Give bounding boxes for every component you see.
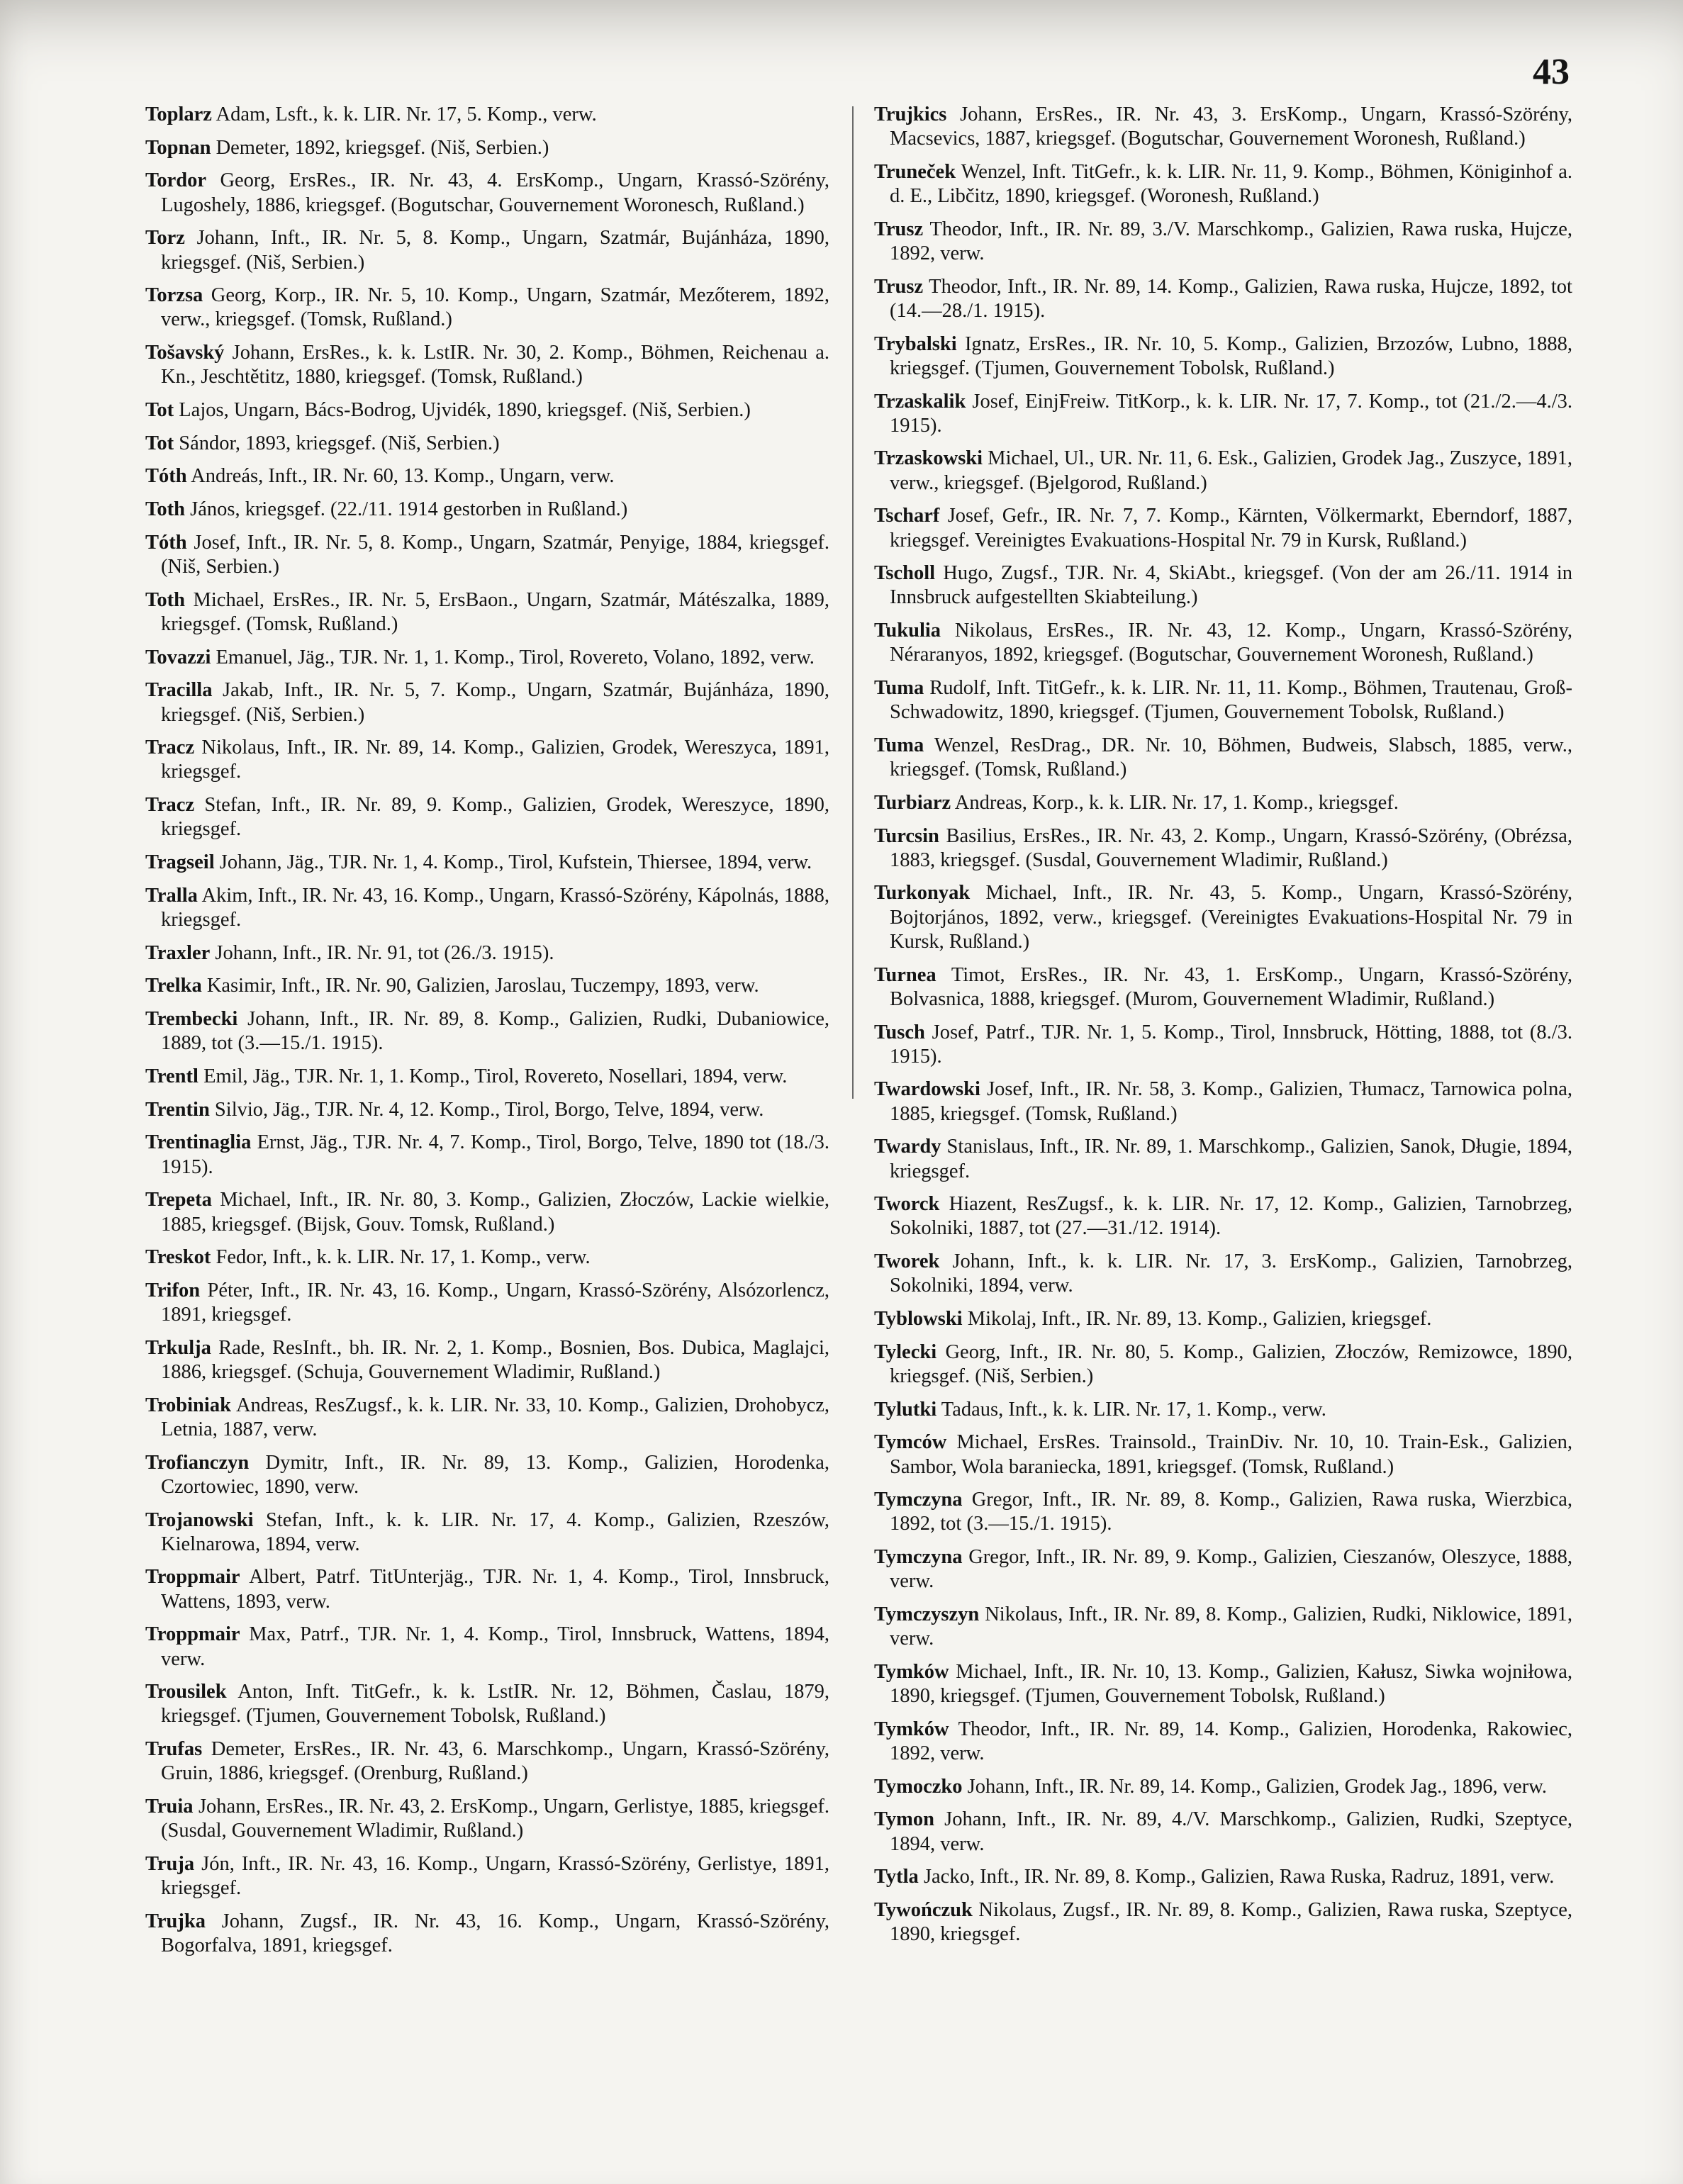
- roster-entry: [145, 464, 829, 488]
- roster-entry: [874, 881, 1572, 954]
- roster-entry: [874, 1135, 1572, 1183]
- roster-entry: [145, 974, 829, 998]
- entry-details: Ignatz, ErsRes., IR. Nr. 10, 5. Komp., Galizien, Brzozów, Lubno, 1888, kriegsgef. (Tjumen, Gouvernement Tobolsk, Rußland.): [890, 332, 1573, 379]
- entry-surname: Troppmair: [145, 1566, 240, 1589]
- entry-details: Sándor, 1893, kriegsgef. (Niš, Serbien.): [179, 432, 500, 454]
- roster-entry: [874, 619, 1572, 667]
- entry-details: Johann, Inft., IR. Nr. 89, 8. Komp., Galizien, Rudki, Dubaniowice, 1889, tot (3.—15./1. 1915).: [161, 1008, 829, 1055]
- roster-entry: [145, 398, 829, 422]
- roster-entry: [145, 226, 829, 274]
- entry-details: Akim, Inft., IR. Nr. 43, 16. Komp., Ungarn, Krassó-Szörény, Kápolnás, 1888, kriegsgef.: [161, 884, 829, 931]
- entry-details: Johann, Zugsf., IR. Nr. 43, 16. Komp., Ungarn, Krassó-Szörény, Bogorfalva, 1891, kriegsgef.: [161, 1910, 829, 1957]
- entry-details: Josef, Gefr., IR. Nr. 7, 7. Komp., Kärnten, Völkermarkt, Eberndorf, 1887, kriegsgef. Vereinigtes Evakuations-Hospital Nr. 79 in Kursk, Rußland.): [890, 505, 1572, 551]
- roster-entry: [145, 1565, 829, 1613]
- entry-surname: Tylecki: [874, 1340, 937, 1363]
- entry-details: Albert, Patrf. TitUnterjäg., TJR. Nr. 1, 4. Komp., Tirol, Innsbruck, Wattens, 1893, verw.: [161, 1566, 829, 1613]
- entry-details: Max, Patrf., TJR. Nr. 1, 4. Komp., Tirol, Innsbruck, Wattens, 1894, verw.: [161, 1623, 830, 1670]
- entry-details: Nikolaus, Zugsf., IR. Nr. 89, 8. Komp., Galizien, Rawa ruska, Szeptyce, 1890, kriegsgef.: [890, 1899, 1572, 1946]
- entry-surname: Tot: [145, 432, 174, 454]
- entry-details: Basilius, ErsRes., IR. Nr. 43, 2. Komp., Ungarn, Krassó-Szörény, (Obrézsa, 1883, kriegsgef. (Susdal, Gouvernement Wladimir, Rußland.): [890, 824, 1572, 871]
- entry-details: Georg, Inft., IR. Nr. 80, 5. Komp., Galizien, Złoczów, Remizowce, 1890, kriegsgef. (Niš, Serbien.): [890, 1340, 1573, 1387]
- roster-entry: [145, 851, 829, 875]
- entry-surname: Twardowski: [874, 1078, 980, 1101]
- roster-entry: [145, 1623, 829, 1671]
- entry-surname: Tymoczko: [874, 1775, 963, 1798]
- entry-surname: Trzaskowski: [874, 447, 983, 470]
- entry-details: Emil, Jäg., TJR. Nr. 1, 1. Komp., Tirol, Rovereto, Nosellari, 1894, verw.: [203, 1065, 788, 1087]
- entry-surname: Toth: [145, 498, 185, 521]
- roster-entry: [874, 1775, 1572, 1799]
- entry-surname: Trybalski: [874, 332, 957, 355]
- entry-details: Michael, Ul., UR. Nr. 11, 6. Esk., Galizien, Grodek Jag., Zuszyce, 1891, verw., kriegsgef. (Bjelgorod, Rußland.): [890, 447, 1573, 494]
- entry-details: Josef, EinjFreiw. TitKorp., k. k. LIR. Nr. 17, 7. Komp., tot (21./2.—4./3. 1915).: [890, 390, 1573, 437]
- entry-details: Silvio, Jäg., TJR. Nr. 4, 12. Komp., Tirol, Borgo, Telve, 1894, verw.: [214, 1098, 764, 1121]
- entry-surname: Trousilek: [145, 1681, 227, 1703]
- entry-details: Lajos, Ungarn, Bács-Bodrog, Ujvidék, 1890, kriegsgef. (Niš, Serbien.): [179, 399, 751, 422]
- entry-details: Johann, ErsRes., IR. Nr. 43, 3. ErsKomp., Ungarn, Krassó-Szörény, Macsevics, 1887, kriegsgef. (Bogutschar, Gouvernement Woronesh, Rußland.): [890, 103, 1573, 150]
- roster-entry: [145, 1910, 829, 1958]
- entry-surname: Traxler: [145, 941, 211, 964]
- entry-details: Péter, Inft., IR. Nr. 43, 16. Komp., Ungarn, Krassó-Szörény, Alsózorlencz, 1891, kriegsgef.: [161, 1279, 830, 1326]
- entry-details: Adam, Lsft., k. k. LIR. Nr. 17, 5. Komp., verw.: [216, 103, 597, 125]
- entry-surname: Tuma: [874, 734, 924, 756]
- entry-surname: Trentin: [145, 1098, 210, 1121]
- entry-details: Demeter, ErsRes., IR. Nr. 43, 6. Marschkomp., Ungarn, Krassó-Szörény, Gruin, 1886, kriegsgef. (Orenburg, Rußland.): [161, 1738, 829, 1785]
- entry-surname: Twardy: [874, 1136, 941, 1158]
- entry-details: Hugo, Zugsf., TJR. Nr. 4, SkiAbt., kriegsgef. (Von der am 26./11. 1914 in Innsbruck aufgestellten Skiabteilung.): [890, 562, 1572, 609]
- roster-entry: [874, 390, 1572, 438]
- entry-surname: Trifon: [145, 1279, 201, 1301]
- roster-entry: [145, 341, 829, 389]
- entry-surname: Tošavský: [145, 342, 225, 364]
- roster-entry: [145, 1451, 829, 1499]
- entry-details: Johann, Inft., IR. Nr. 91, tot (26./3. 1915).: [215, 941, 554, 964]
- roster-entry: [145, 646, 829, 670]
- entry-surname: Tukulia: [874, 620, 941, 642]
- entry-surname: Trofianczyn: [145, 1451, 250, 1474]
- roster-entry: [874, 160, 1572, 208]
- roster-entry: [874, 1398, 1572, 1422]
- page-number: 43: [1533, 52, 1570, 92]
- entry-details: Rade, ResInft., bh. IR. Nr. 2, 1. Komp., Bosnien, Bos. Dubica, Maglajci, 1886, kriegsgef. (Schuja, Gouvernement Wladimir, Rußland.): [161, 1336, 830, 1384]
- entry-surname: Trufas: [145, 1738, 203, 1761]
- entry-details: Wenzel, ResDrag., DR. Nr. 10, Böhmen, Budweis, Slabsch, 1885, verw., kriegsgef. (Tomsk, Rußland.): [890, 734, 1572, 781]
- entry-surname: Tusch: [874, 1021, 925, 1043]
- entry-surname: Truja: [145, 1852, 195, 1875]
- entry-details: Timot, ErsRes., IR. Nr. 43, 1. ErsKomp., Ungarn, Krassó-Szörény, Bolvasnica, 1888, kriegsgef. (Murom, Gouvernement Wladimir, Rußland.): [890, 963, 1572, 1010]
- roster-entry: [145, 1737, 829, 1786]
- roster-entry: [145, 1131, 829, 1179]
- entry-surname: Torz: [145, 227, 185, 250]
- roster-entry: [874, 504, 1572, 552]
- roster-entry: [145, 793, 829, 841]
- entry-details: Theodor, Inft., IR. Nr. 89, 14. Komp., Galizien, Rawa ruska, Hujcze, 1892, tot (14.—28./1. 1915).: [890, 275, 1572, 322]
- roster-entry: [874, 1250, 1572, 1298]
- roster-entry: [874, 1021, 1572, 1069]
- entry-details: Fedor, Inft., k. k. LIR. Nr. 17, 1. Komp., verw.: [216, 1246, 591, 1269]
- entry-surname: Topnan: [145, 136, 211, 159]
- roster-entry: [145, 588, 829, 637]
- roster-entry: [145, 1394, 829, 1442]
- roster-entry: [145, 1795, 829, 1843]
- roster-entry: [874, 447, 1572, 495]
- entry-details: Johann, Inft., IR. Nr. 89, 14. Komp., Galizien, Grodek Jag., 1896, verw.: [967, 1775, 1548, 1798]
- roster-entry: [874, 561, 1572, 610]
- entry-surname: Truia: [145, 1796, 194, 1818]
- roster-entry: [145, 1007, 829, 1055]
- roster-entry: [874, 103, 1572, 151]
- entry-details: Ernst, Jäg., TJR. Nr. 4, 7. Komp., Tirol, Borgo, Telve, 1890 tot (18./3. 1915).: [161, 1131, 830, 1178]
- roster-entry: [145, 498, 829, 522]
- entry-details: Josef, Inft., IR. Nr. 58, 3. Komp., Galizien, Tłumacz, Tarnowica polna, 1885, kriegsgef. (Tomsk, Rußland.): [890, 1078, 1572, 1125]
- roster-entry: [145, 1245, 829, 1270]
- entry-surname: Tracz: [145, 737, 195, 759]
- roster-entry: [874, 1192, 1572, 1241]
- entry-details: Michael, Inft., IR. Nr. 43, 5. Komp., Ungarn, Krassó-Szörény, Bojtorjános, 1892, verw., kriegsgef. (Vereinigtes Evakuations-Hospital Nr. 79 in Kursk, Rußland.): [890, 882, 1572, 953]
- entry-details: Josef, Patrf., TJR. Nr. 1, 5. Komp., Tirol, Innsbruck, Hötting, 1888, tot (8./3. 1915).: [890, 1021, 1572, 1068]
- entry-details: Jakab, Inft., IR. Nr. 5, 7. Komp., Ungarn, Szatmár, Bujánháza, 1890, kriegsgef. (Niš, Serbien.): [161, 679, 829, 726]
- roster-entry: [145, 1065, 829, 1089]
- entry-details: Georg, ErsRes., IR. Nr. 43, 4. ErsKomp., Ungarn, Krassó-Szörény, Lugoshely, 1886, kriegsgef. (Bogutschar, Gouvernement Woronesch, Rußland.): [161, 169, 829, 216]
- entry-details: Johann, Jäg., TJR. Nr. 1, 4. Komp., Tirol, Kufstein, Thiersee, 1894, verw.: [219, 851, 812, 874]
- entry-surname: Turcsin: [874, 824, 939, 847]
- roster-entry: [874, 791, 1572, 815]
- roster-entry: [874, 1603, 1572, 1651]
- entry-surname: Toth: [145, 588, 185, 611]
- roster-entry: [874, 218, 1572, 266]
- roster-entry: [145, 941, 829, 965]
- entry-surname: Tóth: [145, 465, 187, 488]
- entry-surname: Tot: [145, 399, 174, 422]
- roster-entry: [874, 1808, 1572, 1856]
- roster-entry: [874, 1865, 1572, 1889]
- entry-surname: Turnea: [874, 963, 936, 986]
- entry-surname: Turbiarz: [874, 791, 951, 814]
- entry-details: Jacko, Inft., IR. Nr. 89, 8. Komp., Galizien, Rawa Ruska, Radruz, 1891, verw.: [923, 1866, 1555, 1888]
- entry-surname: Trujka: [145, 1910, 206, 1932]
- entry-surname: Troppmair: [145, 1623, 240, 1646]
- entry-surname: Tymców: [874, 1431, 947, 1454]
- entry-surname: Trojanowski: [145, 1508, 254, 1531]
- roster-entry: [145, 1098, 829, 1122]
- entry-details: Wenzel, Inft. TitGefr., k. k. LIR. Nr. 11, 9. Komp., Böhmen, Königinhof a. d. E., Libčitz, 1890, kriegsgef. (Woronesh, Rußland.): [890, 160, 1572, 208]
- entry-surname: Trzaskalik: [874, 390, 966, 413]
- entry-details: Stefan, Inft., IR. Nr. 89, 9. Komp., Galizien, Grodek, Wereszyce, 1890, kriegsgef.: [161, 794, 830, 841]
- entry-details: Michael, ErsRes., IR. Nr. 5, ErsBaon., Ungarn, Szatmár, Mátészalka, 1889, kriegsgef. (Tomsk, Rußland.): [161, 588, 830, 635]
- entry-details: Johann, ErsRes., IR. Nr. 43, 2. ErsKomp., Ungarn, Gerlistye, 1885, kriegsgef. (Susdal, Gouvernement Wladimir, Rußland.): [161, 1796, 830, 1842]
- roster-entry: [145, 136, 829, 160]
- entry-surname: Trentinaglia: [145, 1131, 252, 1154]
- entry-surname: Tóth: [145, 531, 187, 554]
- entry-details: János, kriegsgef. (22./11. 1914 gestorben in Rußland.): [190, 498, 628, 521]
- roster-entry: [145, 169, 829, 217]
- roster-entry: [145, 884, 829, 932]
- entry-surname: Tracilla: [145, 679, 213, 702]
- left-column: [145, 103, 829, 1967]
- roster-entry: [145, 1680, 829, 1728]
- entry-surname: Tytla: [874, 1866, 919, 1888]
- column-divider: [852, 106, 854, 1099]
- roster-entry: [874, 1898, 1572, 1947]
- entry-surname: Trusz: [874, 275, 924, 298]
- roster-entry: [874, 963, 1572, 1012]
- entry-surname: Trkulja: [145, 1336, 211, 1359]
- entry-details: Michael, Inft., IR. Nr. 80, 3. Komp., Galizien, Złoczów, Lackie wielkie, 1885, kriegsgef. (Bijsk, Gouv. Tomsk, Rußland.): [161, 1189, 829, 1236]
- entry-details: Johann, Inft., IR. Nr. 5, 8. Komp., Ungarn, Szatmár, Bujánháza, 1890, kriegsgef. (Niš, Serbien.): [161, 227, 830, 274]
- roster-entry: [145, 1336, 829, 1384]
- entry-details: Rudolf, Inft. TitGefr., k. k. LIR. Nr. 11, 11. Komp., Böhmen, Trautenau, Groß-Schwadowitz, 1890, kriegsgef. (Tjumen, Gouvernement Tobolsk, Rußland.): [890, 677, 1573, 724]
- entry-surname: Trembecki: [145, 1008, 238, 1031]
- roster-entry: [874, 1307, 1572, 1331]
- entry-surname: Toplarz: [145, 103, 212, 125]
- roster-entry: [145, 678, 829, 727]
- entry-surname: Tuma: [874, 677, 924, 700]
- roster-entry: [145, 432, 829, 456]
- entry-details: Johann, Inft., IR. Nr. 89, 4./V. Marschkomp., Galizien, Rudki, Szeptyce, 1894, verw.: [890, 1808, 1573, 1855]
- entry-surname: Trelka: [145, 975, 202, 997]
- entry-details: Nikolaus, Inft., IR. Nr. 89, 8. Komp., Galizien, Rudki, Niklowice, 1891, verw.: [890, 1603, 1572, 1650]
- roster-entry: [874, 332, 1572, 381]
- entry-surname: Trentl: [145, 1065, 199, 1087]
- entry-surname: Tymków: [874, 1718, 949, 1740]
- entry-details: Nikolaus, Inft., IR. Nr. 89, 14. Komp., Galizien, Grodek, Wereszyca, 1891, kriegsgef.: [161, 737, 830, 783]
- roster-entry: [874, 824, 1572, 873]
- roster-entry: [145, 531, 829, 579]
- roster-entry: [145, 284, 829, 332]
- entry-surname: Tralla: [145, 884, 198, 907]
- entry-details: Emanuel, Jäg., TJR. Nr. 1, 1. Komp., Tirol, Rovereto, Volano, 1892, verw.: [216, 646, 815, 668]
- roster-entry: [874, 1718, 1572, 1766]
- entry-surname: Tovazzi: [145, 646, 211, 668]
- entry-surname: Tordor: [145, 169, 207, 192]
- roster-entry: [874, 275, 1572, 323]
- entry-details: Gregor, Inft., IR. Nr. 89, 8. Komp., Galizien, Rawa ruska, Wierzbica, 1892, tot (3.—15./1. 1915).: [890, 1489, 1572, 1535]
- entry-details: Stanislaus, Inft., IR. Nr. 89, 1. Marschkomp., Galizien, Sanok, Długie, 1894, kriegsgef.: [890, 1136, 1572, 1182]
- entry-surname: Tyblowski: [874, 1308, 963, 1331]
- entry-details: Tadaus, Inft., k. k. LIR. Nr. 17, 1. Komp., verw.: [941, 1398, 1326, 1421]
- entry-surname: Tymczyna: [874, 1489, 963, 1511]
- entry-surname: Tymczyszyn: [874, 1603, 980, 1626]
- roster-entry: [145, 103, 829, 127]
- entry-details: Georg, Korp., IR. Nr. 5, 10. Komp., Ungarn, Szatmár, Mezőterem, 1892, verw., kriegsgef. (Tomsk, Rußland.): [161, 284, 829, 331]
- roster-entry: [874, 676, 1572, 724]
- roster-entry: [874, 1430, 1572, 1479]
- entry-surname: Treskot: [145, 1246, 211, 1269]
- roster-entry: [145, 1279, 829, 1327]
- entry-surname: Tracz: [145, 794, 195, 817]
- entry-details: Hiazent, ResZugsf., k. k. LIR. Nr. 17, 12. Komp., Galizien, Tarnobrzeg, Sokolniki, 1887, tot (27.—31./12. 1914).: [890, 1193, 1573, 1240]
- entry-details: Mikolaj, Inft., IR. Nr. 89, 13. Komp., Galizien, kriegsgef.: [967, 1308, 1432, 1331]
- entry-details: Michael, Inft., IR. Nr. 10, 13. Komp., Galizien, Kałusz, Siwka wojniłowa, 1890, kriegsgef. (Tjumen, Gouvernement Tobolsk, Rußland.): [890, 1660, 1572, 1708]
- entry-details: Andreás, Inft., IR. Nr. 60, 13. Komp., Ungarn, verw.: [191, 465, 615, 488]
- right-column: [874, 103, 1572, 1956]
- entry-surname: Tragseil: [145, 851, 215, 874]
- entry-details: Nikolaus, ErsRes., IR. Nr. 43, 12. Komp., Ungarn, Krassó-Szörény, Néraranyos, 1892, kriegsgef. (Bogutschar, Gouvernement Woronesh, Rußland.): [890, 620, 1572, 666]
- entry-surname: Tywończuk: [874, 1899, 973, 1922]
- roster-entry: [874, 1488, 1572, 1536]
- entry-details: Kasimir, Inft., IR. Nr. 90, Galizien, Jaroslau, Tuczempy, 1893, verw.: [206, 975, 759, 997]
- entry-surname: Torzsa: [145, 284, 203, 307]
- entry-surname: Tscharf: [874, 505, 940, 527]
- roster-entry: [874, 1077, 1572, 1126]
- entry-surname: Tscholl: [874, 562, 936, 585]
- entry-surname: Trujkics: [874, 103, 947, 125]
- entry-details: Johann, Inft., k. k. LIR. Nr. 17, 3. ErsKomp., Galizien, Tarnobrzeg, Sokolniki, 1894, verw.: [890, 1250, 1572, 1297]
- entry-details: Andreas, Korp., k. k. LIR. Nr. 17, 1. Komp., kriegsgef.: [954, 791, 1399, 814]
- entry-details: Theodor, Inft., IR. Nr. 89, 3./V. Marschkomp., Galizien, Rawa ruska, Hujcze, 1892, verw.: [890, 218, 1572, 265]
- entry-surname: Turkonyak: [874, 882, 971, 905]
- entry-surname: Tymon: [874, 1808, 934, 1831]
- entry-details: Theodor, Inft., IR. Nr. 89, 14. Komp., Galizien, Horodenka, Rakowiec, 1892, verw.: [890, 1718, 1572, 1765]
- roster-entry: [145, 1508, 829, 1557]
- entry-surname: Truneček: [874, 160, 956, 183]
- roster-entry: [874, 1340, 1572, 1389]
- entry-details: Demeter, 1892, kriegsgef. (Niš, Serbien.): [216, 136, 549, 159]
- roster-entry: [145, 736, 829, 784]
- entry-details: Gregor, Inft., IR. Nr. 89, 9. Komp., Galizien, Cieszanów, Oleszyce, 1888, verw.: [890, 1546, 1573, 1593]
- entry-surname: Tymczyna: [874, 1546, 963, 1569]
- entry-details: Jón, Inft., IR. Nr. 43, 16. Komp., Ungarn, Krassó-Szörény, Gerlistye, 1891, kriegsgef.: [161, 1852, 829, 1900]
- entry-surname: Trobiniak: [145, 1394, 231, 1416]
- entry-surname: Tworek: [874, 1250, 940, 1273]
- roster-entry: [874, 1545, 1572, 1594]
- entry-surname: Trusz: [874, 218, 924, 240]
- entry-details: Michael, ErsRes. Trainsold., TrainDiv. Nr. 10, 10. Train-Esk., Galizien, Sambor, Wola baraniecka, 1891, kriegsgef. (Tomsk, Rußland.): [890, 1431, 1572, 1478]
- entry-details: Johann, ErsRes., k. k. LstIR. Nr. 30, 2. Komp., Böhmen, Reichenau a. Kn., Jeschtětitz, 1880, kriegsgef. (Tomsk, Rußland.): [161, 342, 829, 388]
- entry-surname: Trepeta: [145, 1189, 212, 1211]
- entry-surname: Tworck: [874, 1193, 940, 1216]
- entry-surname: Tymków: [874, 1660, 949, 1683]
- entry-details: Dymitr, Inft., IR. Nr. 89, 13. Komp., Galizien, Horodenka, Czortowiec, 1890, verw.: [161, 1451, 829, 1498]
- entry-details: Andreas, ResZugsf., k. k. LIR. Nr. 33, 10. Komp., Galizien, Drohobycz, Letnia, 1887, verw.: [161, 1394, 829, 1440]
- roster-entry: [145, 1188, 829, 1236]
- entry-details: Anton, Inft. TitGefr., k. k. LstIR. Nr. 12, Böhmen, Časlau, 1879, kriegsgef. (Tjumen, Gouvernement Tobolsk, Rußland.): [161, 1681, 829, 1727]
- entry-details: Stefan, Inft., k. k. LIR. Nr. 17, 4. Komp., Galizien, Rzeszów, Kielnarowa, 1894, verw.: [161, 1508, 830, 1555]
- entry-surname: Tylutki: [874, 1398, 937, 1421]
- roster-entry: [145, 1852, 829, 1900]
- entry-details: Josef, Inft., IR. Nr. 5, 8. Komp., Ungarn, Szatmár, Penyige, 1884, kriegsgef. (Niš, Serbien.): [161, 531, 830, 578]
- roster-entry: [874, 1660, 1572, 1708]
- roster-entry: [874, 734, 1572, 782]
